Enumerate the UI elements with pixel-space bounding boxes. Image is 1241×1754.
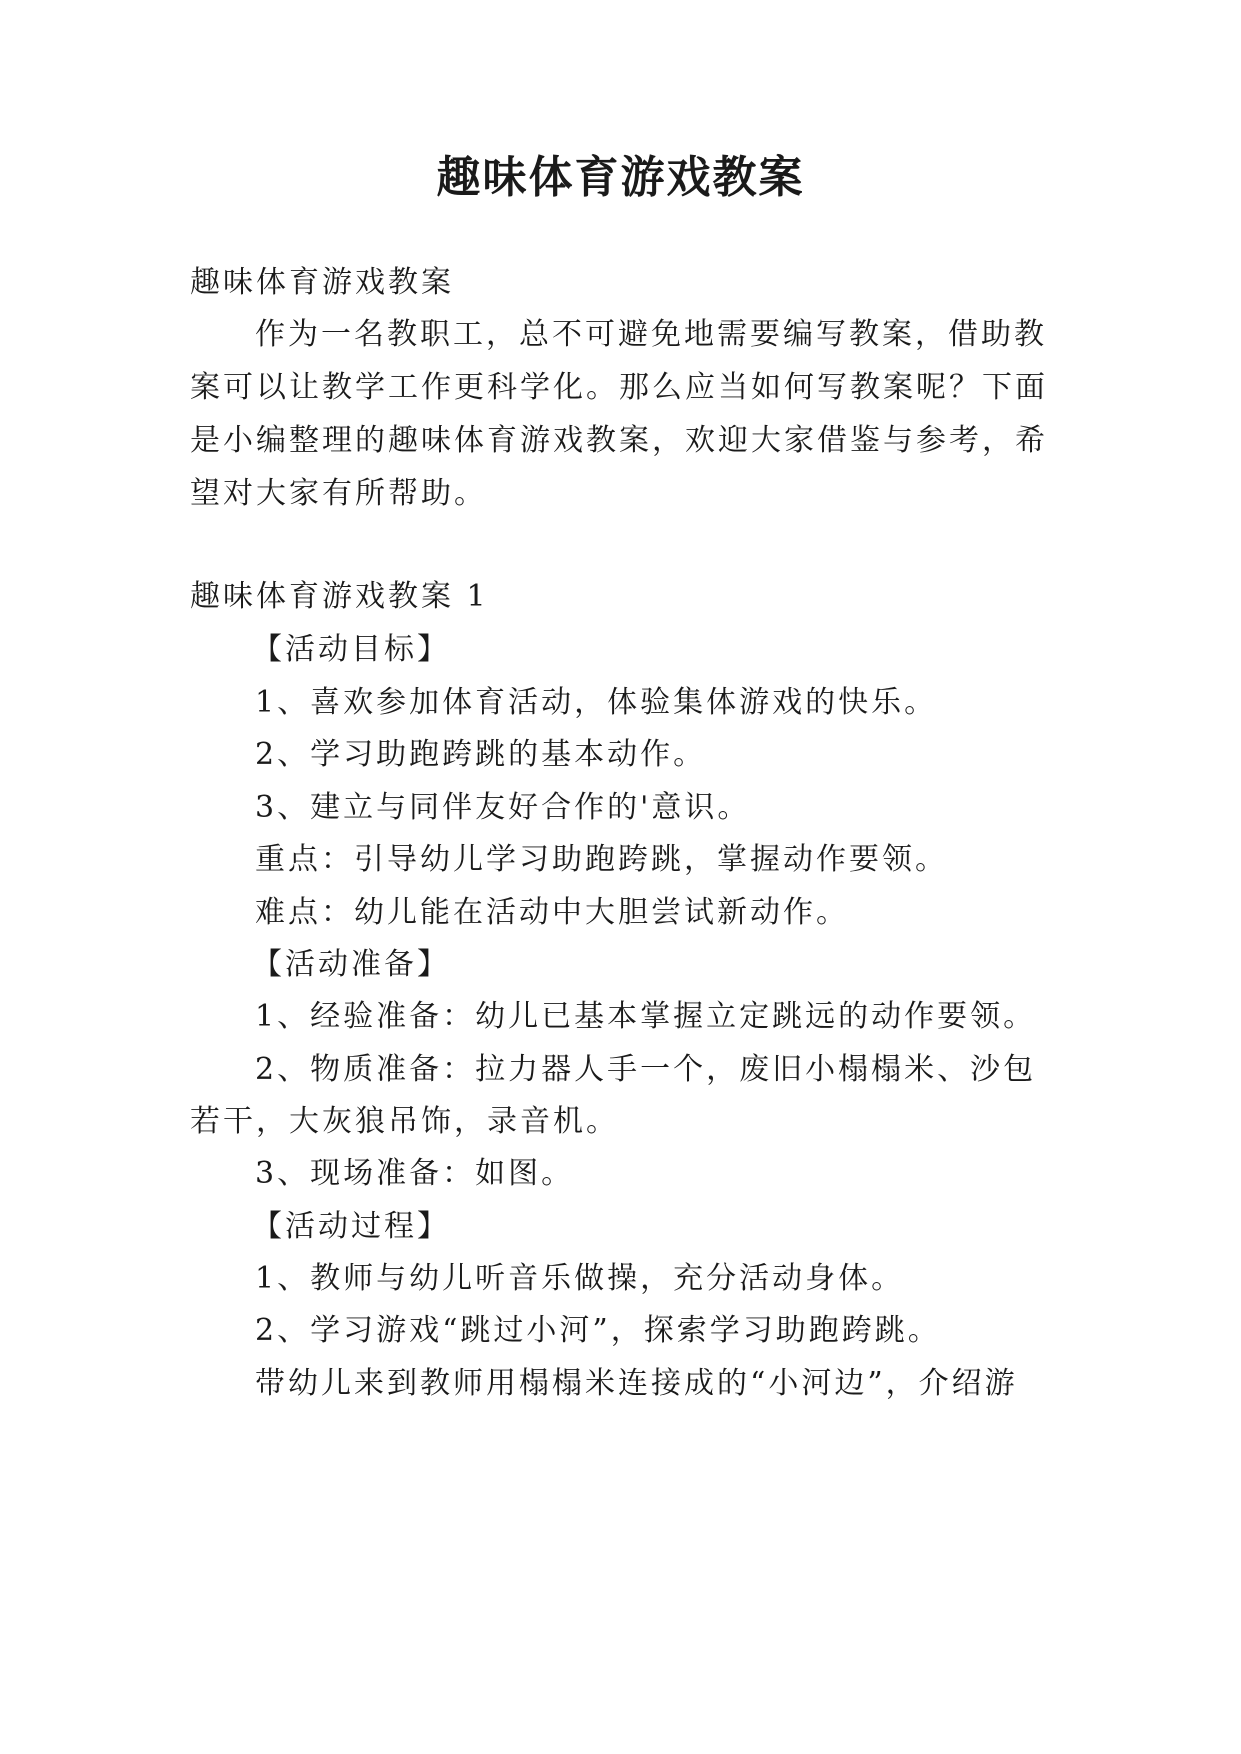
document-subtitle: 趣味体育游戏教案 xyxy=(190,265,454,300)
difficulty-point: 难点：幼儿能在活动中大胆尝试新动作。 xyxy=(255,895,849,930)
goals-heading: 【活动目标】 xyxy=(252,632,450,667)
intro-line: 作为一名教职工，总不可避免地需要编写教案，借助教 xyxy=(255,317,1047,352)
document-title: 趣味体育游戏教案 xyxy=(436,152,805,203)
goal-item: 2、学习助跑跨跳的基本动作。 xyxy=(255,737,707,772)
intro-line: 是小编整理的趣味体育游戏教案，欢迎大家借鉴与参考，希 xyxy=(190,423,1048,458)
process-item: 1、教师与幼儿听音乐做操，充分活动身体。 xyxy=(255,1261,905,1296)
section-title: 趣味体育游戏教案 1 xyxy=(190,579,489,614)
process-paragraph: 带幼儿来到教师用榻榻米连接成的“小河边”，介绍游 xyxy=(255,1366,1018,1401)
prep-item: 3、现场准备：如图。 xyxy=(255,1156,575,1191)
prep-item: 2、物质准备：拉力器人手一个，废旧小榻榻米、沙包 xyxy=(255,1052,1037,1087)
prep-item-continued: 若干，大灰狼吊饰，录音机。 xyxy=(190,1104,619,1139)
goal-item: 3、建立与同伴友好合作的'意识。 xyxy=(255,790,751,825)
process-item: 2、学习游戏“跳过小河”，探索学习助跑跨跳。 xyxy=(255,1313,941,1348)
process-heading: 【活动过程】 xyxy=(252,1209,450,1244)
key-point: 重点：引导幼儿学习助跑跨跳，掌握动作要领。 xyxy=(255,842,948,877)
prep-heading: 【活动准备】 xyxy=(252,947,450,982)
goal-item: 1、喜欢参加体育活动，体验集体游戏的快乐。 xyxy=(255,685,938,720)
intro-line: 案可以让教学工作更科学化。那么应当如何写教案呢？下面 xyxy=(190,370,1048,405)
prep-item: 1、经验准备：幼儿已基本掌握立定跳远的动作要领。 xyxy=(255,999,1037,1034)
intro-line: 望对大家有所帮助。 xyxy=(190,476,487,511)
